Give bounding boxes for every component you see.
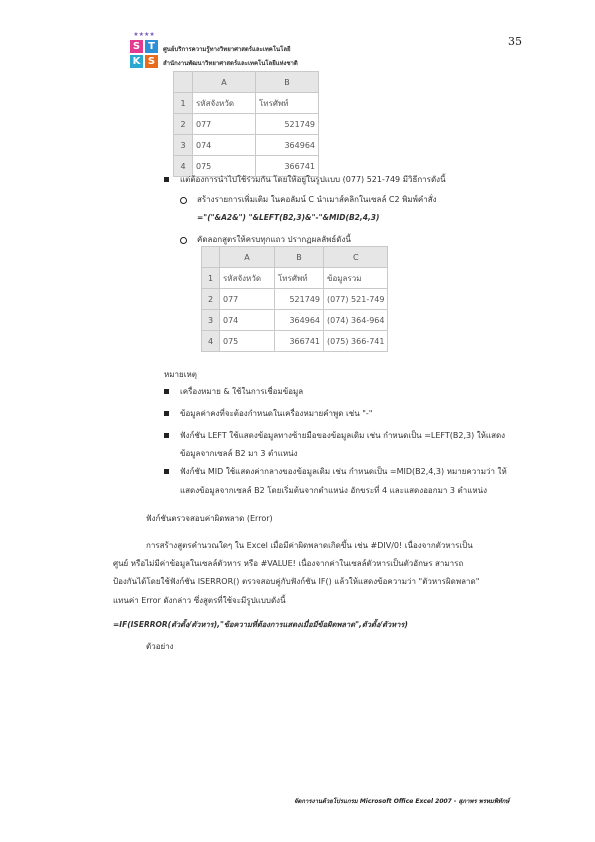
page-footer: จัดการงานด้วยโปรแกรม Microsoft Office Excel 2007 - สุภาพร พรหมพิทักษ์ [294,798,510,805]
note-item-continued: ข้อมูลจากเซลล์ B2 มา 3 ตำแหน่ง [180,449,298,458]
stks-logo [128,31,160,70]
table-cell: (074) 364-964 [324,310,388,331]
bullet-square-icon [164,469,169,474]
table-row [174,135,319,156]
row-header: 3 [202,310,220,331]
table-cell: ข้อมูลรวม [324,268,388,289]
spreadsheet-table-1 [173,71,319,177]
example-label: ตัวอย่าง [146,642,174,651]
table-cell: (075) 366-741 [324,331,388,352]
row-header: 3 [174,135,193,156]
corner-cell [202,247,220,268]
row-header: 4 [202,331,220,352]
table-cell: 074 [193,135,256,156]
column-header: A [220,247,275,268]
row-header: 1 [174,93,193,114]
table-row [202,268,388,289]
note-item: ข้อมูลค่าคงที่จะต้องกำหนดในเครื่องหมายคำพูด เช่น "-" [180,409,373,418]
column-header: C [324,247,388,268]
bullet-square-icon [164,177,169,182]
circle-bullet-icon [180,197,187,204]
table-cell: 521749 [275,289,324,310]
bullet-text: แต่ต้องการนำไปใช้ร่วมกัน โดยให้อยู่ในรูปแบบ (077) 521-749 มีวิธีการดังนี้ [180,175,446,184]
logo-letter-s2: S [145,55,158,68]
note-item-continued: แสดงข้อมูลจากเซลล์ B2 โดยเริ่มต้นจากตำแหน่ง อักขระที่ 4 และแสดงออกมา 3 ตำแหน่ง [180,486,487,495]
formula-text: =IF(ISERROR(ตัวตั้ง/ตัวหาร),"ข้อความที่ต้องการแสดงเมื่อมีข้อผิดพลาด",ตัวตั้ง/ตัวหาร) [113,620,408,629]
table-cell: 364964 [275,310,324,331]
row-header: 2 [174,114,193,135]
table-cell: 074 [220,310,275,331]
column-header: B [256,72,319,93]
column-header: A [193,72,256,93]
table-cell: 364964 [256,135,319,156]
note-item: เครื่องหมาย & ใช้ในการเชื่อมข้อมูล [180,387,304,396]
corner-cell [174,72,193,93]
table-cell: 366741 [275,331,324,352]
org-name-line2: สำนักงานพัฒนาวิทยาศาสตร์และเทคโนโลยีแห่งชาติ [163,60,298,67]
paragraph-line: การสร้างสูตรคำนวณใดๆ ใน Excel เมื่อมีค่าผิดพลาดเกิดขึ้น เช่น #DIV/0! เนื่องจากตัวหารเป็น [146,541,473,550]
note-item: ฟังก์ชัน LEFT ใช้แสดงข้อมูลทางซ้ายมือของข้อมูลเดิม เช่น กำหนดเป็น =LEFT(B2,3) ให้แสดง [180,431,506,440]
note-title: หมายเหตุ [164,370,197,379]
table-cell: 077 [193,114,256,135]
row-header: 1 [202,268,220,289]
paragraph-line: แทนค่า Error ดังกล่าว ซึ่งสูตรที่ใช้จะมีรูปแบบดังนี้ [113,596,286,605]
page-number: 35 [508,35,522,48]
bullet-square-icon [164,433,169,438]
formula-text: ="("&A2&") "&LEFT(B2,3)&"-"&MID(B2,4,3) [197,213,380,222]
bullet-square-icon [164,389,169,394]
table-cell: (077) 521-749 [324,289,388,310]
spreadsheet-table-2 [201,246,388,352]
row-header: 4 [174,156,193,177]
table-cell: โทรศัพท์ [275,268,324,289]
table-cell: รหัสจังหวัด [193,93,256,114]
table-row [202,289,388,310]
bullet-square-icon [164,411,169,416]
org-name-line1: ศูนย์บริการความรู้ทางวิทยาศาสตร์และเทคโนโลยี [163,46,291,53]
logo-letter-s1: S [130,40,143,53]
logo-stars: ★★★★ [133,31,155,38]
table-cell: โทรศัพท์ [256,93,319,114]
table-cell: 075 [193,156,256,177]
paragraph-line: ป้องกันได้โดยใช้ฟังก์ชัน ISERROR() ตรวจสอบคู่กับฟังก์ชัน IF() แล้วให้แสดงข้อความว่า "ตัวหารผิดพลาด" [113,577,480,586]
table-row [202,331,388,352]
column-header: B [275,247,324,268]
table-row [174,114,319,135]
table-cell: 075 [220,331,275,352]
logo-letter-t: T [145,40,158,53]
note-item: ฟังก์ชัน MID ใช้แสดงค่ากลางของข้อมูลเดิม เช่น กำหนดเป็น =MID(B2,4,3) หมายความว่า ให้ [180,467,507,476]
circle-bullet-icon [180,237,187,244]
section-heading: ฟังก์ชันตรวจสอบค่าผิดพลาด (Error) [146,514,273,523]
table-cell: 521749 [256,114,319,135]
table-cell: 366741 [256,156,319,177]
sub-bullet-text: คัดลอกสูตรให้ครบทุกแถว ปรากฏผลลัพธ์ดังนี้ [197,235,351,244]
table-cell: รหัสจังหวัด [220,268,275,289]
table-row [174,93,319,114]
table-cell: 077 [220,289,275,310]
logo-letter-k: K [130,55,143,68]
table-row [202,310,388,331]
sub-bullet-text: สร้างรายการเพิ่มเติม ในคอลัมน์ C นำเมาส์คลิกในเซลล์ C2 พิมพ์คำสั่ง [197,195,437,204]
row-header: 2 [202,289,220,310]
paragraph-line: ศูนย์ หรือไม่มีค่าข้อมูลในเซลล์ตัวหาร หรือ #VALUE! เนื่องจากค่าในเซลล์ตัวหารเป็นตัวอักษร สามารถ [113,559,464,568]
